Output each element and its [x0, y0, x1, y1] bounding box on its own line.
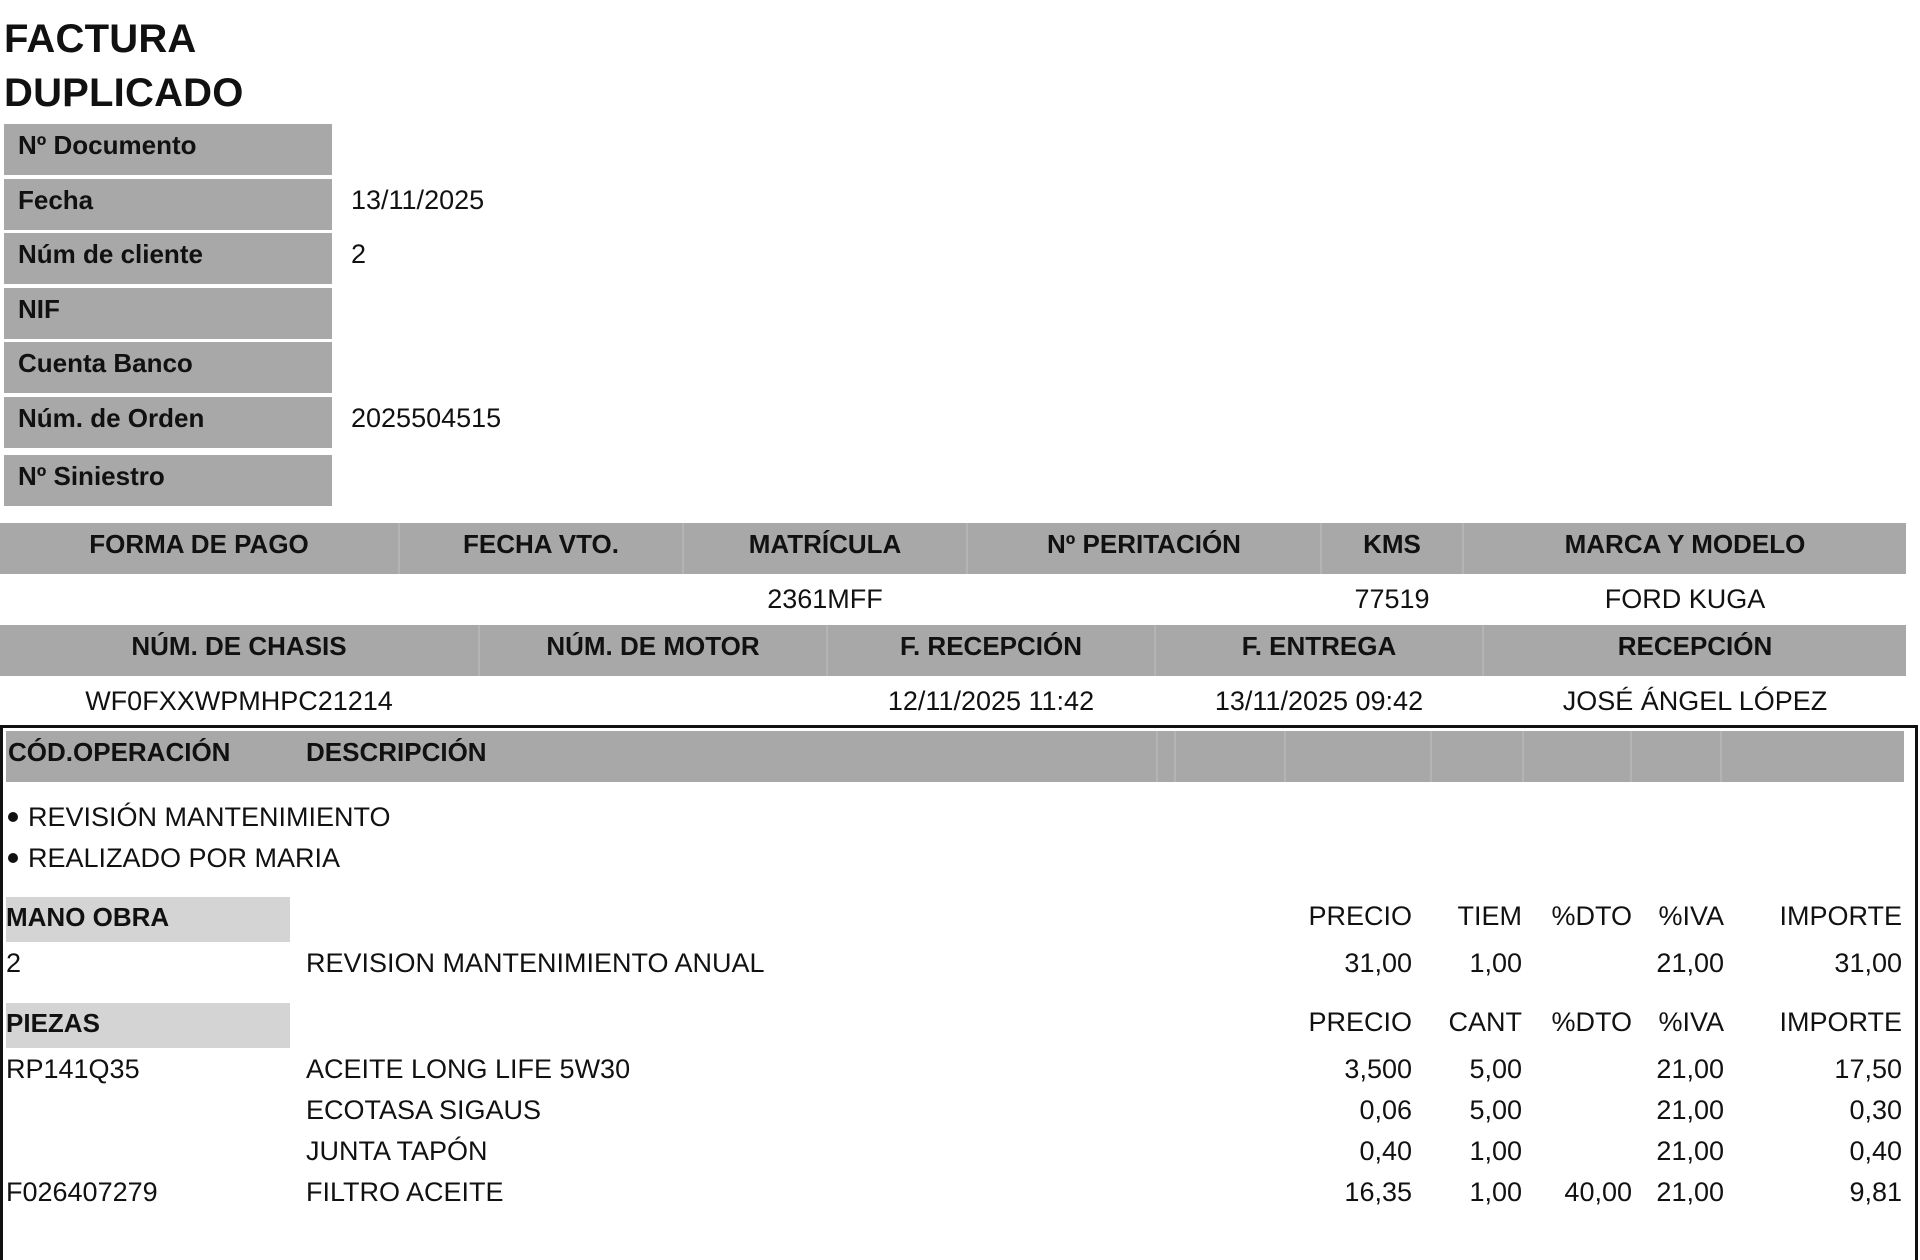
- labor-section-label: MANO OBRA: [6, 897, 290, 942]
- value-recepcion: JOSÉ ÁNGEL LÓPEZ: [1562, 686, 1828, 716]
- parts-col-iva: %IVA: [1658, 1007, 1724, 1037]
- part-row-price: 16,35: [1344, 1177, 1412, 1207]
- field-label-nif: NIF: [4, 288, 332, 339]
- parts-col-dto: %DTO: [1551, 1007, 1632, 1037]
- value-f-recepcion: 12/11/2025 11:42: [887, 686, 1095, 716]
- value-matricula: 2361MFF: [767, 584, 883, 614]
- bullet-icon: [8, 853, 18, 863]
- header-matricula: MATRÍCULA: [748, 529, 902, 559]
- part-row-dto: 40,00: [1564, 1177, 1632, 1207]
- part-row-iva: 21,00: [1656, 1177, 1724, 1207]
- labor-row-iva: 21,00: [1656, 948, 1724, 978]
- part-row-code: F026407279: [6, 1177, 158, 1207]
- part-row-qty: 1,00: [1469, 1177, 1522, 1207]
- part-row-description: JUNTA TAPÓN: [306, 1136, 488, 1166]
- value-f-entrega: 13/11/2025 09:42: [1214, 686, 1424, 716]
- labor-row-code: 2: [6, 948, 22, 978]
- field-label-cliente: Núm de cliente: [4, 233, 332, 284]
- parts-section-label: PIEZAS: [6, 1003, 290, 1048]
- labor-col-iva: %IVA: [1658, 901, 1724, 931]
- labor-row-amount: 31,00: [1834, 948, 1902, 978]
- header-recepcion: RECEPCIÓN: [1617, 631, 1773, 661]
- field-value-cliente: 2: [351, 239, 367, 269]
- labor-row-price: 31,00: [1344, 948, 1412, 978]
- header-cod-operacion: CÓD.OPERACIÓN: [8, 737, 231, 767]
- field-value-fecha: 13/11/2025: [351, 185, 485, 215]
- parts-col-importe: IMPORTE: [1779, 1007, 1902, 1037]
- field-label-documento: Nº Documento: [4, 124, 332, 175]
- header-marca-modelo: MARCA Y MODELO: [1564, 529, 1806, 559]
- part-row-price: 0,06: [1359, 1095, 1412, 1125]
- part-row-description: ACEITE LONG LIFE 5W30: [306, 1054, 631, 1084]
- reception-table-header: [0, 625, 1906, 676]
- header-f-recepcion: F. RECEPCIÓN: [899, 631, 1083, 661]
- part-row-iva: 21,00: [1656, 1095, 1724, 1125]
- field-label-cuenta-banco: Cuenta Banco: [4, 342, 332, 393]
- value-marca-modelo: FORD KUGA: [1604, 584, 1766, 614]
- labor-col-tiem: TIEM: [1457, 901, 1522, 931]
- value-fecha-vto: [400, 574, 682, 624]
- value-chasis: WF0FXXWPMHPC21214: [85, 686, 393, 716]
- part-row-code: RP141Q35: [6, 1054, 140, 1084]
- field-label-orden: Núm. de Orden: [4, 397, 332, 448]
- header-descripcion: DESCRIPCIÓN: [306, 737, 487, 767]
- document-title: FACTURA: [4, 17, 197, 61]
- header-motor: NÚM. DE MOTOR: [546, 631, 760, 661]
- header-f-entrega: F. ENTREGA: [1241, 631, 1397, 661]
- field-label-siniestro: Nº Siniestro: [4, 455, 332, 506]
- part-row-iva: 21,00: [1656, 1054, 1724, 1084]
- vehicle-table-header: [0, 523, 1906, 574]
- labor-col-dto: %DTO: [1551, 901, 1632, 931]
- field-value-orden: 2025504515: [351, 403, 502, 433]
- header-peritacion: Nº PERITACIÓN: [1047, 529, 1241, 559]
- part-row-qty: 5,00: [1469, 1095, 1522, 1125]
- part-row-amount: 0,30: [1849, 1095, 1902, 1125]
- value-forma-de-pago: [0, 574, 398, 624]
- header-chasis: NÚM. DE CHASIS: [131, 631, 347, 661]
- labor-col-importe: IMPORTE: [1779, 901, 1902, 931]
- part-row-amount: 17,50: [1834, 1054, 1902, 1084]
- part-row-description: ECOTASA SIGAUS: [306, 1095, 542, 1125]
- value-motor: [480, 676, 826, 726]
- part-row-description: FILTRO ACEITE: [306, 1177, 504, 1207]
- part-row-amount: 9,81: [1849, 1177, 1902, 1207]
- field-label-fecha: Fecha: [4, 179, 332, 230]
- parts-col-precio: PRECIO: [1308, 1007, 1412, 1037]
- part-row-iva: 21,00: [1656, 1136, 1724, 1166]
- note-item: REALIZADO POR MARIA: [8, 838, 340, 878]
- part-row-price: 0,40: [1359, 1136, 1412, 1166]
- labor-row-description: REVISION MANTENIMIENTO ANUAL: [306, 948, 765, 978]
- part-row-qty: 1,00: [1469, 1136, 1522, 1166]
- part-row-amount: 0,40: [1849, 1136, 1902, 1166]
- vehicle-table-row: [0, 574, 1906, 624]
- parts-col-cant: CANT: [1448, 1007, 1522, 1037]
- bullet-icon: [8, 812, 18, 822]
- value-kms: 77519: [1354, 584, 1430, 614]
- labor-row-time: 1,00: [1469, 948, 1522, 978]
- part-row-qty: 5,00: [1469, 1054, 1522, 1084]
- document-subtitle: DUPLICADO: [4, 71, 244, 115]
- header-fecha-vto: FECHA VTO.: [462, 529, 619, 559]
- labor-col-precio: PRECIO: [1308, 901, 1412, 931]
- header-kms: KMS: [1363, 529, 1421, 559]
- part-row-price: 3,500: [1344, 1054, 1412, 1084]
- note-item: REVISIÓN MANTENIMIENTO: [8, 797, 391, 837]
- operations-header: [6, 731, 1904, 782]
- reception-table-row: [0, 676, 1906, 726]
- value-peritacion: [968, 574, 1320, 624]
- header-forma-de-pago: FORMA DE PAGO: [89, 529, 309, 559]
